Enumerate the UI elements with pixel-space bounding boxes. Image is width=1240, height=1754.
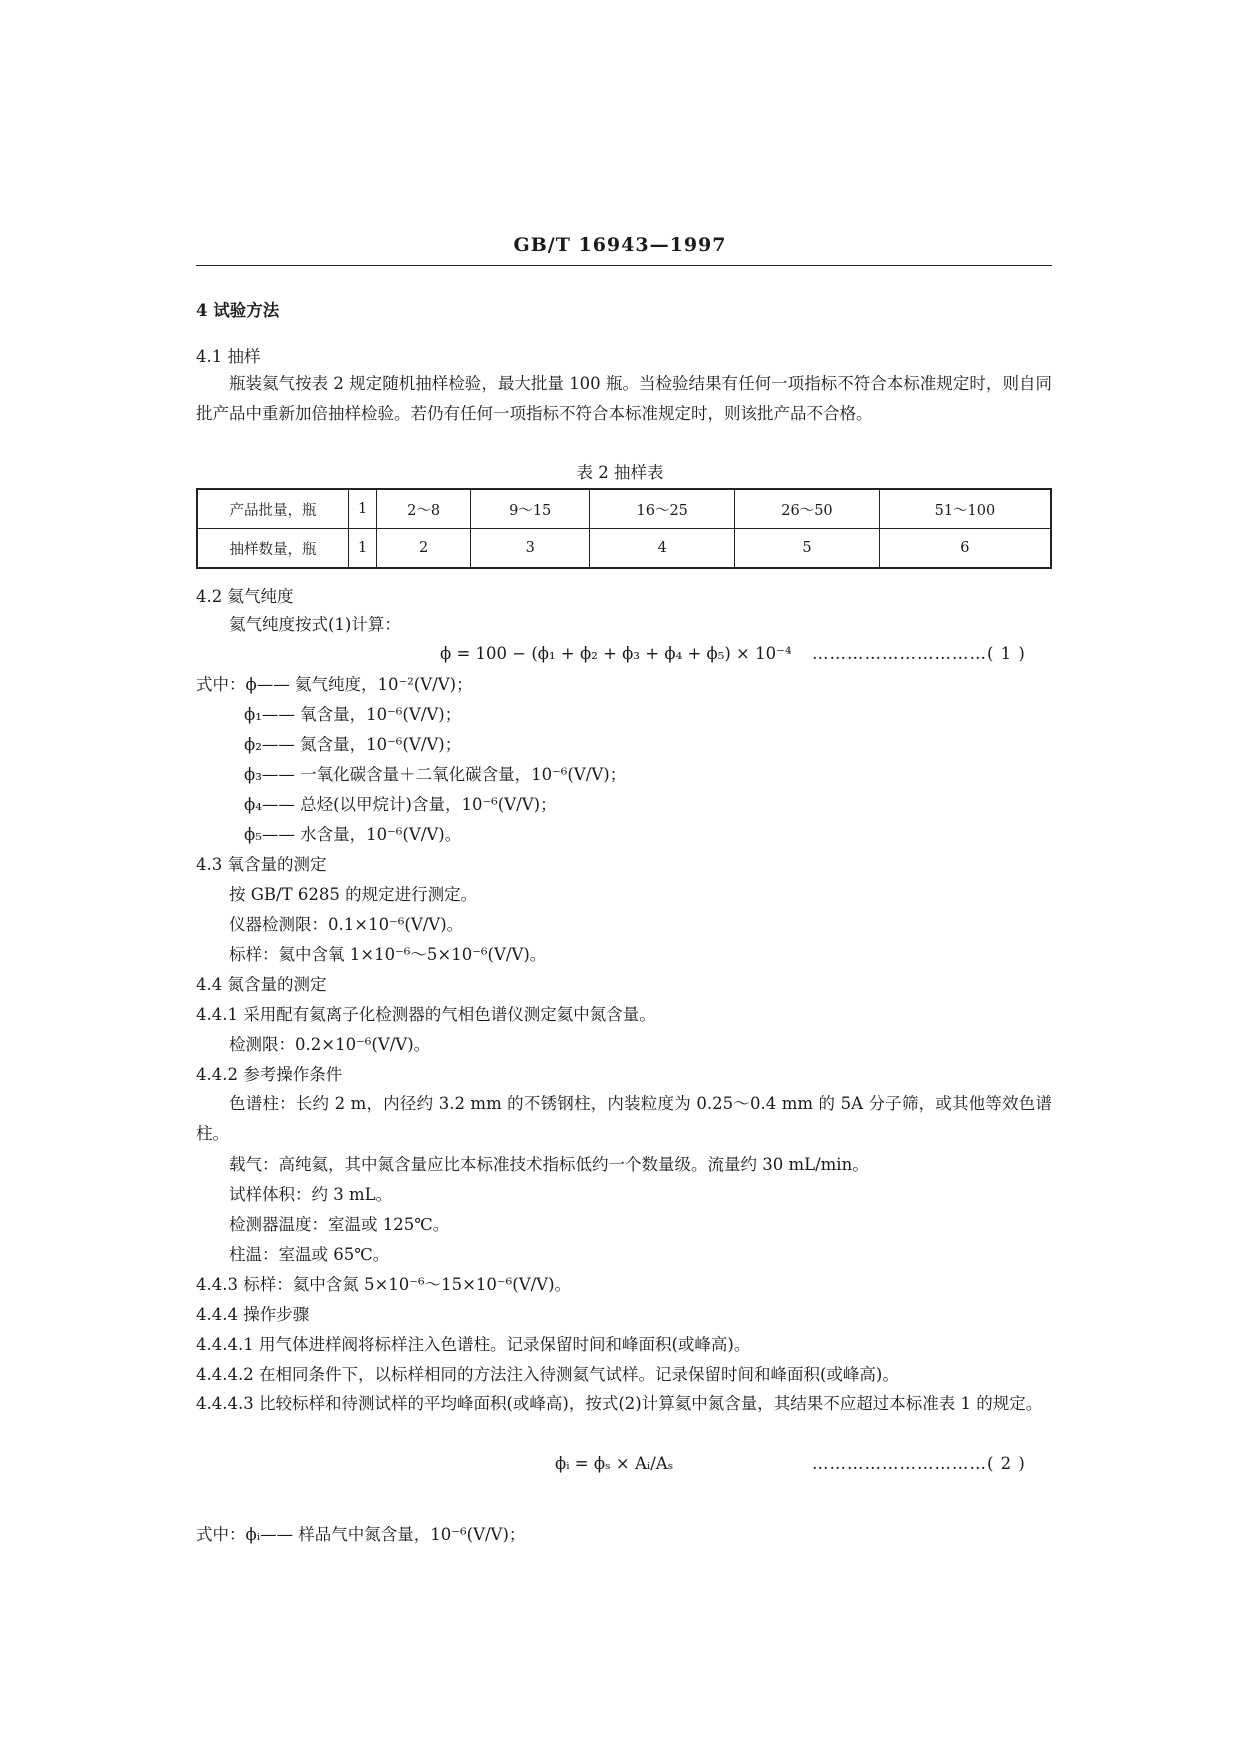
section-4-4-4-3: 4.4.4.3 比较标样和待测试样的平均峰面积(或峰高)，按式(2)计算氦中氮含量，其结果不应超过本标准表 1 的规定。 xyxy=(196,1394,1043,1413)
header-rule xyxy=(196,265,1052,266)
section-4-4-1-limit: 检测限：0.2×10⁻⁶(V/V)。 xyxy=(229,1035,431,1054)
formula-1-def: ϕ₂—— 氮含量，10⁻⁶(V/V)； xyxy=(244,735,462,754)
table-cell: 6 xyxy=(879,529,1051,569)
section-4-4-1: 4.4.1 采用配有氦离子化检测器的气相色谱仪测定氦中氮含量。 xyxy=(196,1005,656,1024)
sampling-table xyxy=(196,488,1052,569)
section-4-1-title: 4.1 抽样 xyxy=(196,347,261,366)
carrier-gas: 载气：高纯氦，其中氮含量应比本标准技术指标低约一个数量级。流量约 30 mL/min。 xyxy=(229,1155,869,1174)
formula-2-number: …………………………( 2 ) xyxy=(812,1454,1026,1473)
formula-1-def: 式中：ϕ—— 氦气纯度，10⁻²(V/V)； xyxy=(196,675,473,694)
table-cell: 2～8 xyxy=(377,489,471,529)
formula-2: ϕᵢ = ϕₛ × Aᵢ/Aₛ xyxy=(555,1454,674,1473)
formula-2-def: 式中：ϕᵢ—— 样品气中氮含量，10⁻⁶(V/V)； xyxy=(196,1525,526,1544)
table-cell: 产品批量，瓶 xyxy=(197,489,349,529)
formula-1-def: ϕ₃—— 一氧化碳含量＋二氧化碳含量，10⁻⁶(V/V)； xyxy=(244,765,627,784)
table-cell: 4 xyxy=(590,529,735,569)
table-cell: 16～25 xyxy=(590,489,735,529)
section-4-3-title: 4.3 氧含量的测定 xyxy=(196,855,327,874)
section-4-4-title: 4.4 氮含量的测定 xyxy=(196,975,327,994)
section-4-4-2: 4.4.2 参考操作条件 xyxy=(196,1065,343,1084)
table-cell: 1 xyxy=(349,489,377,529)
section-4-3-line: 标样：氦中含氧 1×10⁻⁶～5×10⁻⁶(V/V)。 xyxy=(229,945,547,964)
section-4-3-line: 仪器检测限：0.1×10⁻⁶(V/V)。 xyxy=(229,915,464,934)
formula-1-def: ϕ₅—— 水含量，10⁻⁶(V/V)。 xyxy=(244,825,462,844)
table-cell: 3 xyxy=(471,529,590,569)
formula-1-def: ϕ₄—— 总烃(以甲烷计)含量，10⁻⁶(V/V)； xyxy=(244,795,557,814)
table-cell: 2 xyxy=(377,529,471,569)
section-4-2-intro: 氦气纯度按式(1)计算： xyxy=(229,615,401,634)
section-4-4-4-1: 4.4.4.1 用气体进样阀将标样注入色谱柱。记录保留时间和峰面积(或峰高)。 xyxy=(196,1335,751,1354)
table-row xyxy=(197,529,1051,569)
section-4-3-line: 按 GB/T 6285 的规定进行测定。 xyxy=(229,885,478,904)
table-cell: 9～15 xyxy=(471,489,590,529)
detector-temperature: 检测器温度：室温或 125℃。 xyxy=(229,1215,450,1234)
table-cell: 抽样数量，瓶 xyxy=(197,529,349,569)
table-2-caption: 表 2 抽样表 xyxy=(576,463,664,482)
section-4-4-3: 4.4.3 标样：氦中含氮 5×10⁻⁶～15×10⁻⁶(V/V)。 xyxy=(196,1275,572,1294)
section-4-2-title: 4.2 氦气纯度 xyxy=(196,587,294,606)
table-row xyxy=(197,489,1051,529)
standard-number-header: GB/T 16943—1997 xyxy=(513,234,727,256)
formula-1-number: …………………………( 1 ) xyxy=(812,644,1026,663)
table-cell: 5 xyxy=(735,529,880,569)
table-cell: 1 xyxy=(349,529,377,569)
section-4-4-4: 4.4.4 操作步骤 xyxy=(196,1305,310,1324)
section-4-4-4-2: 4.4.4.2 在相同条件下，以标样相同的方法注入待测氦气试样。记录保留时间和峰面积(或峰高)。 xyxy=(196,1365,899,1384)
sample-volume: 试样体积：约 3 mL。 xyxy=(229,1185,393,1204)
table-cell: 26～50 xyxy=(735,489,880,529)
column-description: 色谱柱：长约 2 m，内径约 3.2 mm 的不锈钢柱，内装粒度为 0.25～0.4 mm 的 5A 分子筛，或其他等效色谱柱。 xyxy=(196,1094,1052,1143)
formula-1: ϕ = 100 − (ϕ₁ + ϕ₂ + ϕ₃ + ϕ₄ + ϕ₅) × 10⁻⁴ xyxy=(440,644,792,663)
section-4-title: 4 试验方法 xyxy=(196,301,280,320)
section-4-1-paragraph: 瓶装氦气按表 2 规定随机抽样检验，最大批量 100 瓶。当检验结果有任何一项指标不符合本标准规定时，则自同批产品中重新加倍抽样检验。若仍有任何一项指标不符合本标准规定时，则该批产品不合格。 xyxy=(196,374,1052,423)
formula-1-def: ϕ₁—— 氧含量，10⁻⁶(V/V)； xyxy=(244,705,462,724)
table-cell: 51～100 xyxy=(879,489,1051,529)
column-temperature: 柱温：室温或 65℃。 xyxy=(229,1245,390,1264)
